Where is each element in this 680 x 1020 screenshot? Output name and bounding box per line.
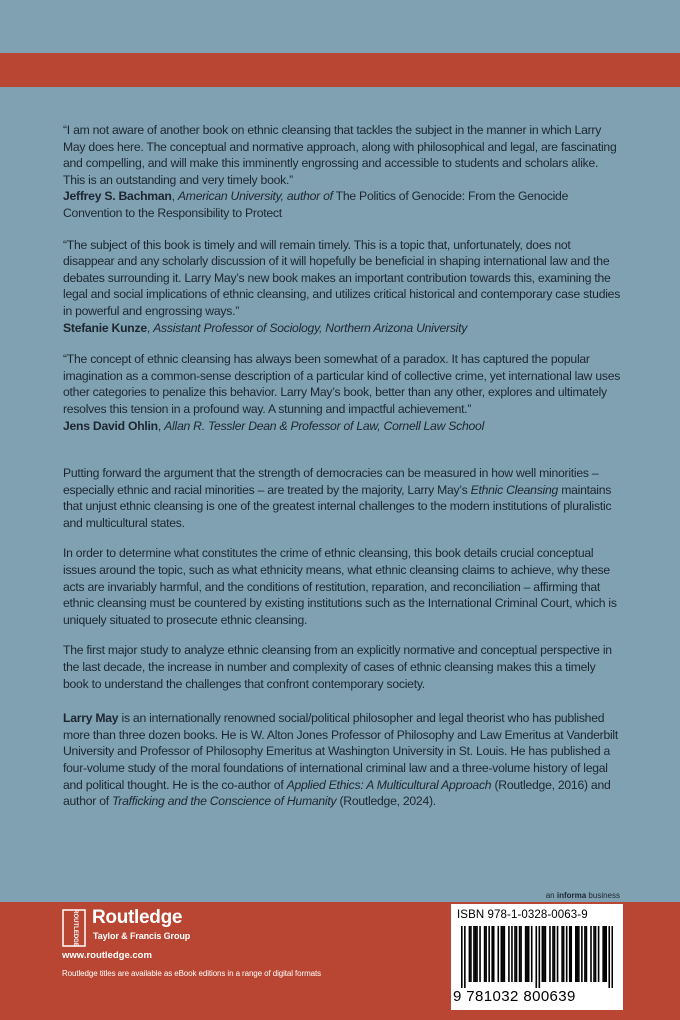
barcode-bar — [484, 926, 486, 982]
barcode-icon — [461, 926, 613, 988]
barcode-bar — [511, 926, 513, 982]
book-reference: Applied Ethics: A Multicultural Approach — [286, 777, 492, 792]
barcode-bar — [611, 926, 613, 988]
isbn-barcode-box — [451, 904, 623, 1010]
barcode-bar — [602, 926, 604, 982]
logo-wordmark: ROUTLEDGE — [72, 909, 78, 947]
barcode-bar — [569, 926, 571, 982]
barcode-bar — [557, 926, 559, 982]
barcode-bar — [475, 926, 477, 982]
review-3 — [63, 351, 623, 434]
barcode-bar — [577, 926, 579, 982]
author-name: Larry May — [63, 711, 119, 726]
barcode-bar — [525, 926, 527, 982]
barcode-bar — [595, 926, 597, 982]
barcode-bar — [519, 926, 521, 982]
barcode-bar — [491, 926, 493, 982]
barcode-bar — [528, 926, 530, 982]
barcode-bar — [590, 926, 592, 982]
book-reference: Trafficking and the Conscience of Humanity — [112, 794, 337, 809]
barcode-digits: 9 781032 800639 — [453, 988, 576, 1005]
barcode-bar — [504, 926, 506, 982]
barcode-bar — [473, 926, 475, 982]
barcode-bar — [608, 926, 610, 988]
barcode-bar — [542, 926, 544, 982]
barcode-bar — [464, 926, 466, 988]
barcode-bar — [549, 926, 551, 982]
description-paragraph-3: The first major study to analyze ethnic cleansing from an explicitly normative and conceptual perspective in the last decade, the increase in number and complexity of cases of ethnic cleansing makes this a timely book to understand the challenges that confront contemporary society. — [63, 643, 612, 691]
barcode-bar — [570, 926, 572, 982]
description-paragraph-2: In order to determine what constitutes the crime of ethnic cleansing, this book details crucial conceptual issues around the topic, such as what ethnicity means, what ethnic cleansing claims to achieve, why these acts are invariably harmful, and the conditions of restitution, reparation, and reconciliation – affirming that ethnic cleansing must be countered by existing institutions such as the International Criminal Court, which is uniquely situated to prosecute ethnic cleansing. — [63, 546, 617, 627]
review-source: Stefanie Kunze, Assistant Professor of Sociology, Northern Arizona University — [63, 320, 468, 335]
barcode-bar — [516, 926, 518, 982]
description-paragraph-1: Putting forward the argument that the strength of democracies can be measured in how well minorities – especially ethnic and racial minorities – are treated by the majority, Larry May’s Ethnic Cleansing maintains that unjust ethnic cleansing is one of the greatest internal challenges to the modern institutions of pluralistic and multicultural states. — [63, 466, 612, 530]
barcode-bar — [586, 926, 588, 982]
barcode-bar — [502, 926, 504, 982]
review-quote: “The subject of this book is timely and will remain timely. This is a topic that, unfortunately, does not disappear and any scholarly discussion of it will hopefully be beneficial in shaping international law and the debates surrounding it. Larry May’s new book makes an important contribution towards this, examining the legal and social implications of ethnic cleansing, and utilizes critical historical and contemporary case studies in powerful and engrossing ways.” — [63, 237, 621, 318]
reviewer-affiliation: Allan R. Tessler Dean & Professor of Law, Cornell Law School — [164, 418, 485, 433]
barcode-bar — [476, 926, 478, 982]
author-bio: Larry May is an internationally renowned social/political philosopher and legal theorist who has published more than three dozen books. He is W. Alton Jones Professor of Philosophy and Law Emeritus at Vanderbilt University and Professor of Philosophy Emeritus at Washington University in St. Louis. He has published a four-volume study of the moral foundations of international criminal law and a three-volume history of legal and political thought. He is the co-author of Applied Ethics: A Multicultural Approach (Routledge, 2016) and author of Trafficking and the Conscience of Humanity (Routledge, 2024). — [63, 711, 619, 809]
barcode-bar — [539, 926, 541, 988]
top-color-band — [0, 53, 680, 87]
barcode-bar — [561, 926, 563, 982]
back-cover-text — [63, 122, 623, 810]
isbn-label: ISBN 978-1-0328-0063-9 — [457, 909, 588, 921]
review-quote: “The concept of ethnic cleansing has always been somewhat of a paradox. It has captured the popular imagination as a common-sense description of a particular kind of collective crime, yet international law uses other categories to penalize this behavior. Larry May’s book, better than any other, explores and ultimately resolves this tension in a profound way. A stunning and impactful achievement.” — [63, 352, 621, 416]
review-quote: “I am not aware of another book on ethnic cleansing that tackles the subject in the manner in which Larry May does here. The conceptual and normative approach, along with philosophical and legal, are fascinating and compelling, and will make this imminently engrossing and accessible to students and scholars alike. This is an outstanding and very timely book.” — [63, 123, 617, 187]
barcode-bar — [545, 926, 547, 982]
barcode-bar — [563, 926, 565, 982]
barcode-bar — [485, 926, 487, 982]
reviewer-name: Stefanie Kunze — [63, 320, 147, 335]
publisher-group: Taylor & Francis Group — [93, 931, 191, 941]
barcode-bar — [593, 926, 595, 982]
review-source: Jens David Ohlin, Allan R. Tessler Dean & Professor of Law, Cornell Law School — [63, 418, 485, 433]
review-source: Jeffrey S. Bachman, American University, author of The Politics of Genocide: From the Genocide Convention to the Responsibility to Protect — [63, 189, 569, 220]
publisher-name: Routledge — [92, 907, 183, 928]
barcode-bar — [552, 926, 554, 982]
informa-tagline: an informa business — [545, 891, 620, 900]
barcode-bar — [575, 926, 577, 982]
barcode-bar — [543, 926, 545, 982]
barcode-bar — [554, 926, 556, 982]
barcode-bar — [520, 926, 522, 982]
barcode-bar — [566, 926, 568, 982]
barcode-bar — [604, 926, 606, 982]
routledge-logo-icon — [62, 909, 86, 947]
barcode-bar — [470, 926, 472, 982]
barcode-bar — [581, 926, 583, 982]
reviewer-work: The Politics of Genocide: From the Genocide Convention to the Responsibility to Protect — [63, 189, 569, 220]
barcode-bar — [526, 926, 528, 982]
review-2 — [63, 237, 623, 337]
barcode-bar — [488, 926, 490, 982]
barcode-bar — [598, 926, 600, 982]
barcode-bar — [535, 926, 537, 988]
barcode-bar — [479, 926, 481, 982]
ebook-note: Routledge titles are available as eBook editions in a range of digital formats — [62, 969, 322, 978]
barcode-bar — [501, 926, 503, 982]
barcode-bar — [493, 926, 495, 982]
barcode-bar — [578, 926, 580, 982]
reviewer-affiliation: American University, author of — [177, 189, 333, 204]
review-1 — [63, 122, 623, 222]
barcode-bar — [469, 926, 471, 982]
reviewer-affiliation: Assistant Professor of Sociology, Northern Arizona University — [153, 320, 468, 335]
barcode-bar — [514, 926, 516, 982]
book-title: Ethnic Cleansing — [470, 482, 559, 497]
barcode-bar — [531, 926, 533, 982]
barcode-bar — [605, 926, 607, 982]
reviewer-name: Jeffrey S. Bachman — [63, 189, 172, 204]
reviewer-name: Jens David Ohlin — [63, 418, 158, 433]
book-description — [63, 465, 623, 692]
barcode-bar — [461, 926, 463, 988]
barcode-bar — [584, 926, 586, 982]
publisher-website[interactable]: www.routledge.com — [62, 950, 152, 961]
barcode-bar — [508, 926, 510, 982]
barcode-bar — [497, 926, 499, 982]
